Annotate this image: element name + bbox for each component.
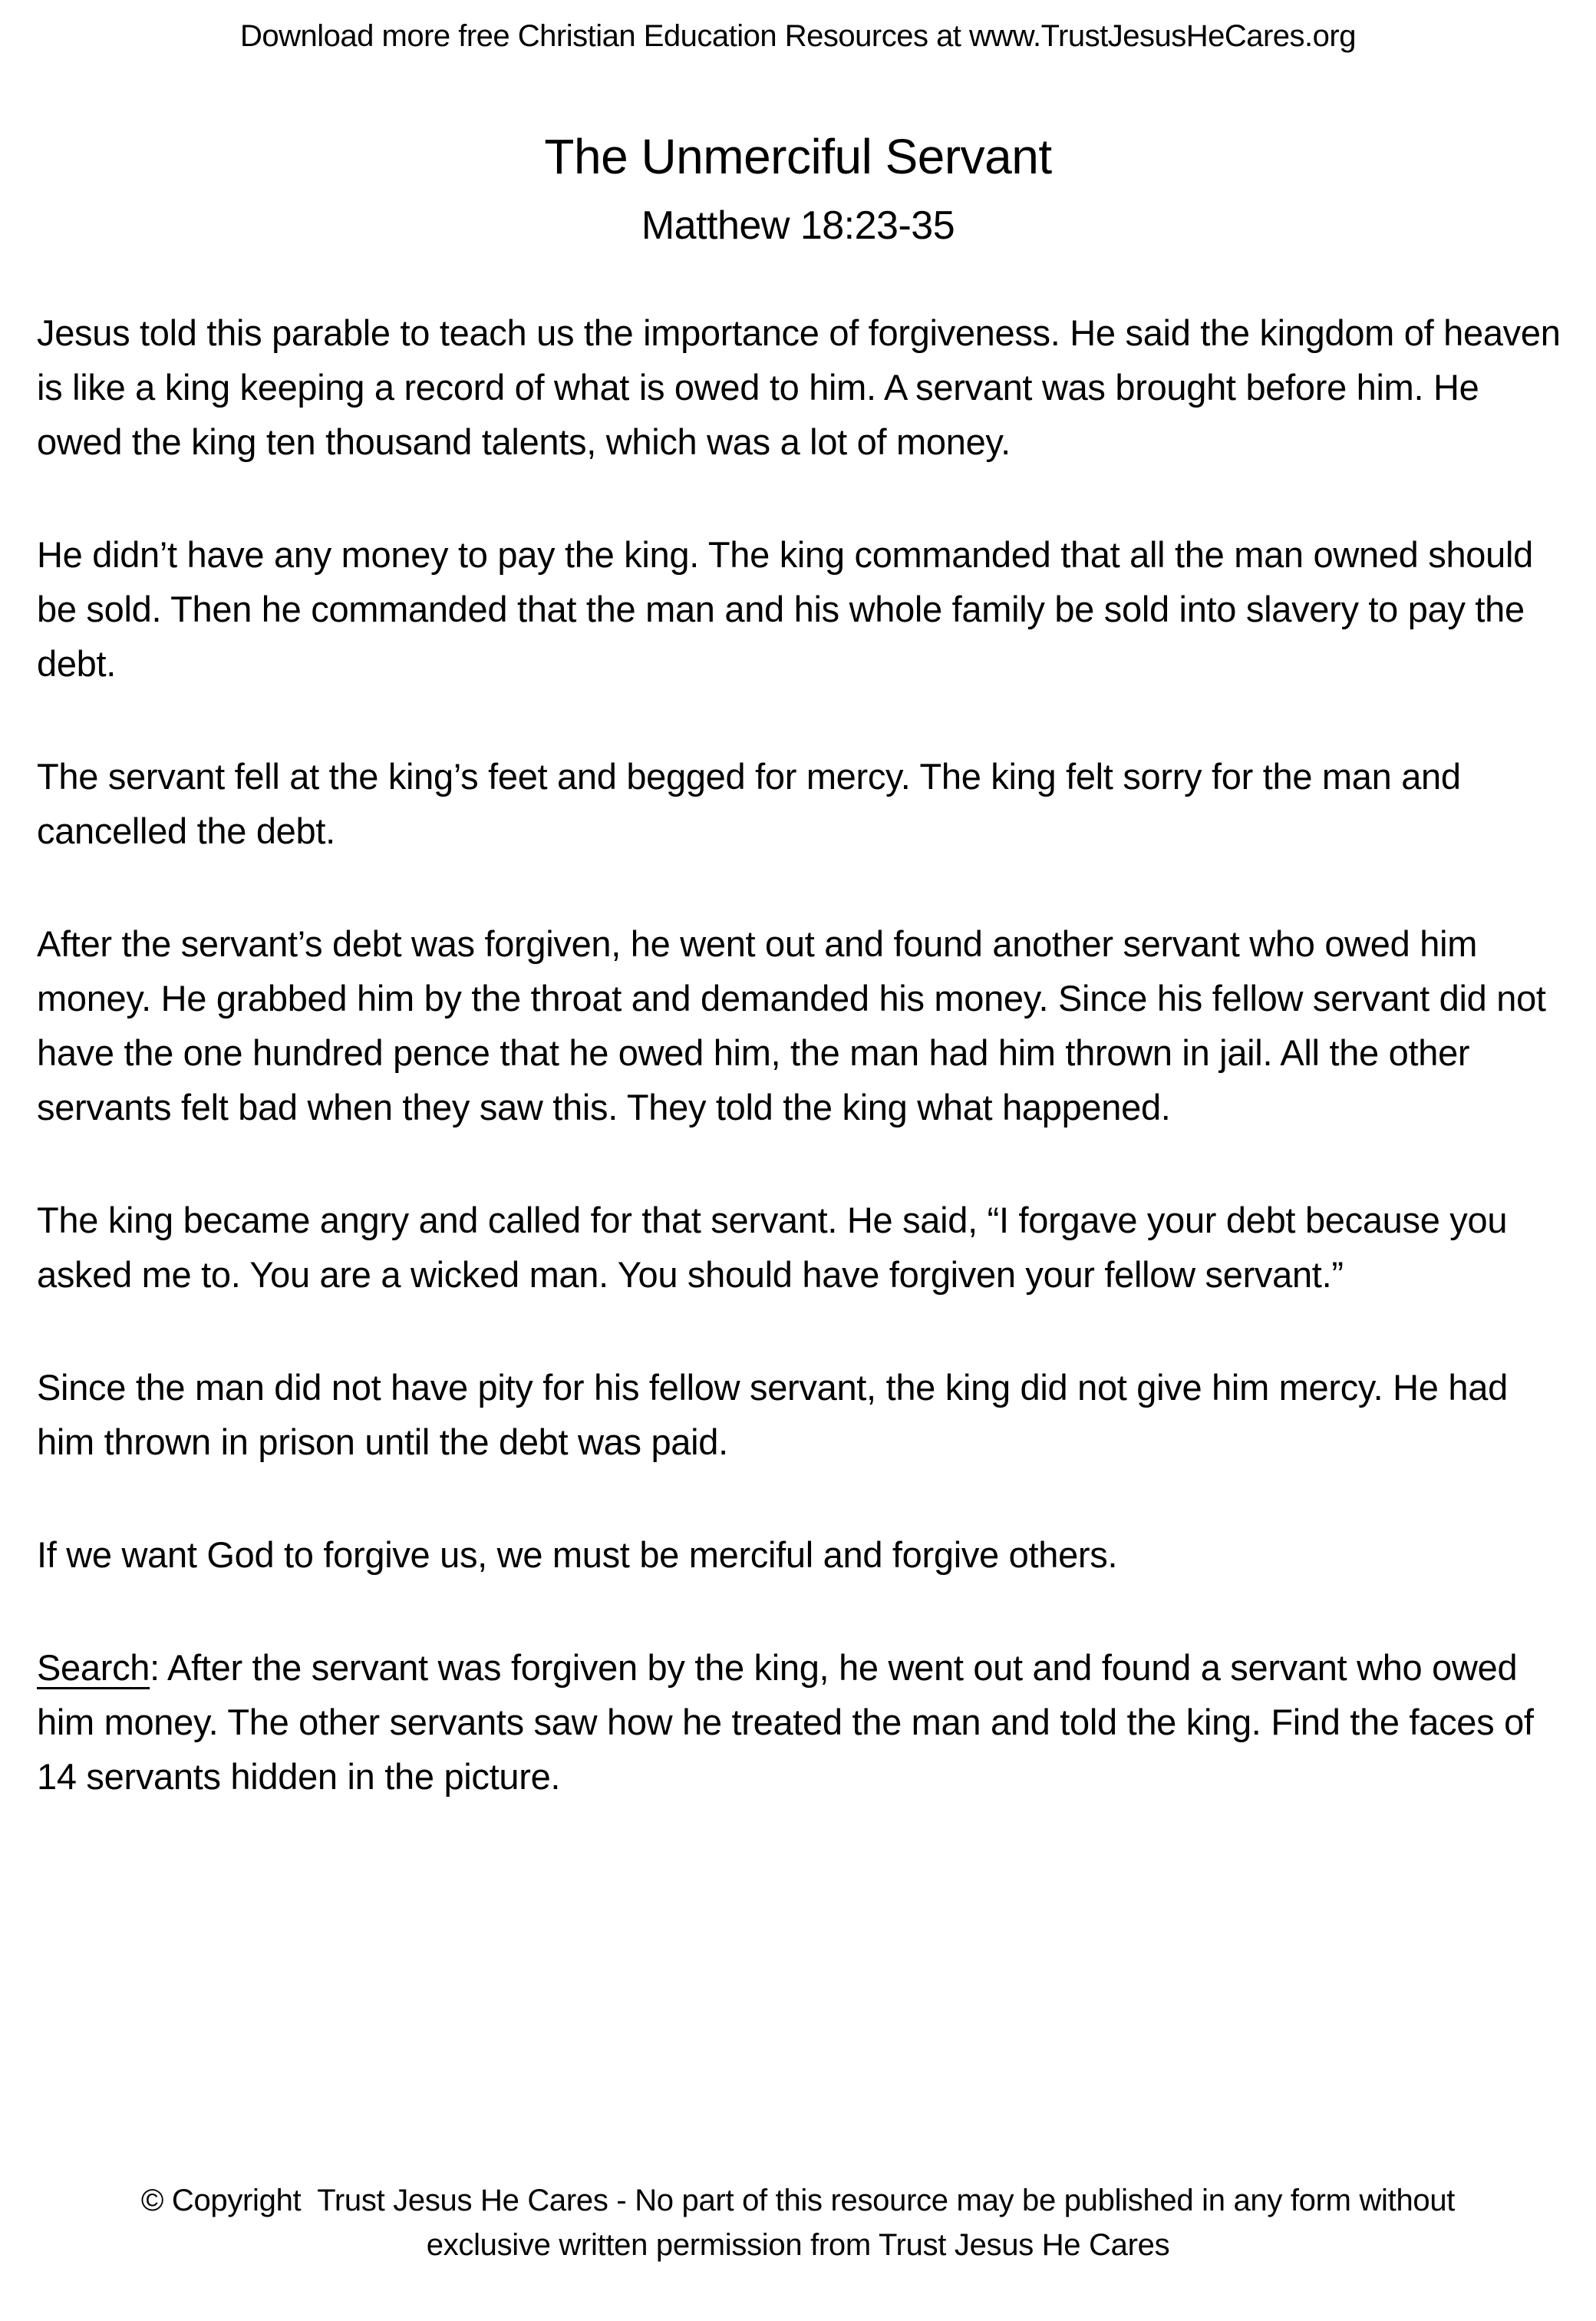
footer-copyright [0, 2178, 1596, 2267]
story-paragraph: He didn’t have any money to pay the king. The king commanded that all the man owned should be sold. Then he commanded that the man and his whole family be sold into slavery to pay the debt. [37, 534, 1533, 684]
story-paragraph: The king became angry and called for that servant. He said, “I forgave your debt because you asked me to. You are a wicked man. You should have forgiven your fellow servant.” [37, 1200, 1508, 1295]
footer-copyright-line2: exclusive written permission from Trust Jesus He Cares [426, 2228, 1170, 2262]
header-note: Download more free Christian Education Resources at www.TrustJesusHeCares.org [240, 19, 1356, 53]
story-content [37, 305, 1562, 1804]
footer-copyright-line1: © Copyright Trust Jesus He Cares - No part of this resource may be published in any form without [140, 2184, 1456, 2217]
story-paragraph: If we want God to forgive us, we must be merciful and forgive others. [37, 1534, 1118, 1575]
story-paragraph: The servant fell at the king’s feet and begged for mercy. The king felt sorry for the man and cancelled the debt. [37, 756, 1461, 851]
page-subtitle: Matthew 18:23-35 [641, 203, 955, 248]
page-title: The Unmerciful Servant [544, 129, 1052, 184]
search-instructions [37, 1640, 1562, 1804]
story-paragraph: Jesus told this parable to teach us the importance of forgiveness. He said the kingdom of heaven is like a king keeping a record of what is owed to him. A servant was brought before him. He owed the king ten thousand talents, which was a lot of money. [37, 312, 1561, 462]
search-instructions-text: : After the servant was forgiven by the king, he went out and found a servant who owed him money. The other servants saw how he treated the man and told the king. Find the faces of 14 servants hidden in the picture. [37, 1647, 1534, 1797]
story-paragraph: Since the man did not have pity for his fellow servant, the king did not give him mercy. He had him thrown in prison until the debt was paid. [37, 1367, 1508, 1462]
story-paragraph: After the servant’s debt was forgiven, he went out and found another servant who owed him money. He grabbed him by the throat and demanded his money. Since his fellow servant did not have the one hundred pence that he owed him, the man had him thrown in jail. All the other servants felt bad when they saw this. They told the king what happened. [37, 923, 1546, 1127]
search-label: Search [37, 1647, 150, 1688]
title-block [0, 127, 1596, 249]
